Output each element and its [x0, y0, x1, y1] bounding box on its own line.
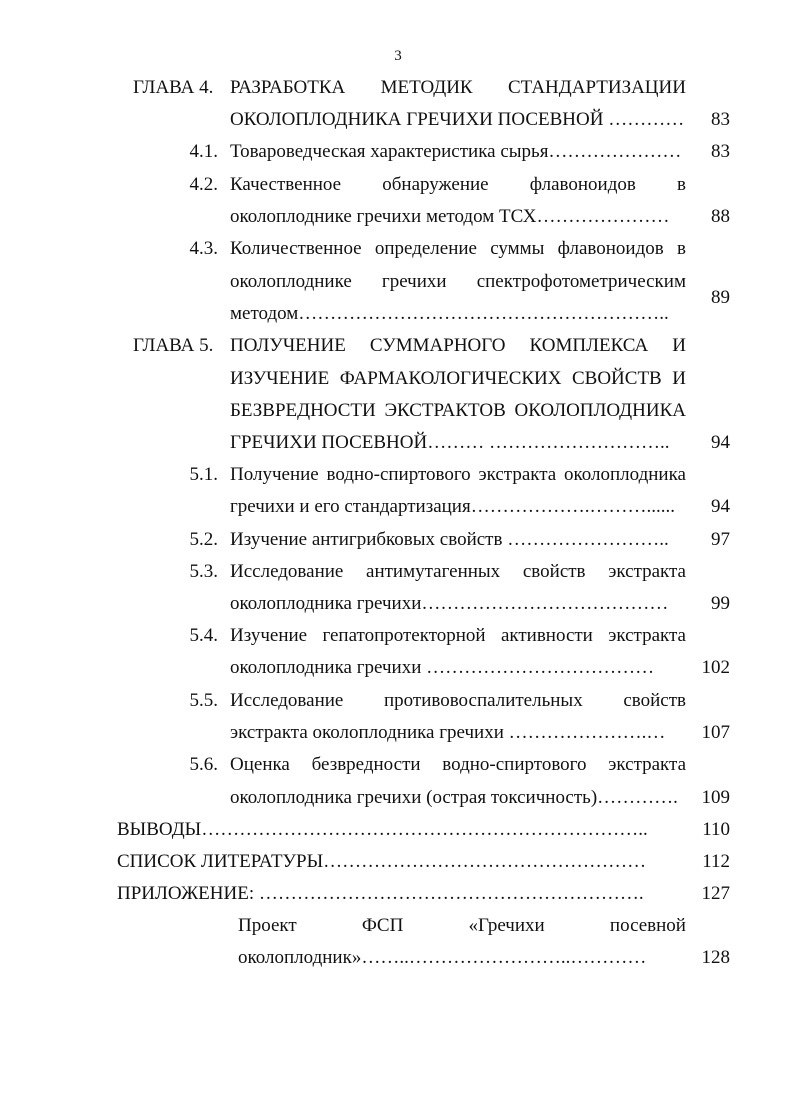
- word: «Гречихи: [468, 915, 545, 936]
- word: ОКОЛОПЛОДНИКА: [514, 400, 686, 421]
- appendix-item-title-line-2: околоплодник»……..……………………..…………: [238, 947, 647, 968]
- word: экстракта: [608, 625, 686, 646]
- word: СУММАРНОГО: [369, 335, 506, 356]
- word: Проект: [238, 915, 297, 936]
- word: в: [676, 238, 686, 259]
- word: экстракта: [478, 464, 557, 485]
- word: свойств: [623, 690, 686, 711]
- chapter-5-page: 94: [711, 432, 730, 453]
- chapter-5-label: ГЛАВА 5.: [133, 335, 214, 356]
- word: определение: [374, 238, 477, 259]
- word: суммы: [490, 238, 545, 259]
- section-5-2-number: 5.2.: [189, 529, 218, 550]
- chapter-5-title-line-2: [230, 367, 686, 391]
- section-5-1-number: 5.1.: [189, 464, 218, 485]
- word: в: [677, 174, 686, 195]
- word: Исследование: [230, 690, 344, 711]
- appendix-item-title-line-1: [238, 914, 686, 938]
- word: флавоноидов: [529, 174, 636, 195]
- word: водно-спиртового: [326, 464, 471, 485]
- section-4-2-title-line-2: околоплоднике гречихи методом ТСХ…………………: [230, 206, 670, 227]
- page-number: 3: [394, 48, 402, 64]
- section-5-1-title-line-2: гречихи и его стандартизация……………….………......: [230, 496, 675, 517]
- word: Изучение: [230, 625, 308, 646]
- section-5-5-page: 107: [701, 722, 730, 743]
- section-4-1-page: 83: [711, 141, 730, 162]
- word: околоплодника: [563, 464, 686, 485]
- section-5-3-title-line-1: [230, 560, 686, 584]
- section-5-1-title-line-1: [230, 463, 686, 487]
- word: водно-спиртового: [442, 754, 587, 775]
- word: гречихи: [381, 271, 447, 292]
- word: Оценка: [230, 754, 290, 775]
- word: экстракта: [608, 561, 686, 582]
- section-5-3-page: 99: [711, 593, 730, 614]
- word: РАЗРАБОТКА: [230, 77, 346, 98]
- word: противовоспалительных: [383, 690, 583, 711]
- word: И: [672, 335, 686, 356]
- section-5-5-title-line-2: экстракта околоплодника гречихи ………………….…: [230, 722, 666, 743]
- references-page: 112: [702, 851, 730, 872]
- section-5-5-title-line-1: [230, 689, 686, 713]
- section-5-6-page: 109: [701, 787, 730, 808]
- section-4-2-number: 4.2.: [189, 174, 218, 195]
- appendix-title: ПРИЛОЖЕНИЕ: …………………………………………………….: [117, 883, 644, 904]
- word: обнаружение: [382, 174, 489, 195]
- section-5-2-page: 97: [711, 529, 730, 550]
- section-5-4-number: 5.4.: [189, 625, 218, 646]
- word: ИЗУЧЕНИЕ: [230, 368, 330, 389]
- chapter-4-page: 83: [711, 109, 730, 130]
- word: Качественное: [230, 174, 342, 195]
- word: ПОЛУЧЕНИЕ: [230, 335, 346, 356]
- section-4-3-title-line-3: методом…………………………………………………..: [230, 303, 669, 324]
- section-5-4-title-line-2: околоплодника гречихи ………………………………: [230, 657, 655, 678]
- conclusions-title: ВЫВОДЫ……………………………………………………………..: [117, 819, 648, 840]
- word: флавоноидов: [557, 238, 664, 259]
- word: гепатопротекторной: [322, 625, 486, 646]
- section-4-3-title-line-2: [230, 270, 686, 294]
- chapter-4-title-line-1: [230, 76, 686, 100]
- chapter-5-title-line-1: [230, 334, 686, 358]
- word: Количественное: [230, 238, 362, 259]
- section-4-1-title: Товароведческая характеристика сырья…………………: [230, 141, 682, 162]
- word: КОМПЛЕКСА: [529, 335, 649, 356]
- word: ФАРМАКОЛОГИЧЕСКИХ: [339, 368, 562, 389]
- section-4-2-page: 88: [711, 206, 730, 227]
- section-4-3-page: 89: [711, 287, 730, 308]
- word: И: [672, 368, 686, 389]
- word: ФСП: [361, 915, 404, 936]
- section-5-6-title-line-2: околоплодника гречихи (острая токсичность)………….: [230, 787, 678, 808]
- word: Исследование: [230, 561, 344, 582]
- section-4-3-title-line-1: [230, 237, 686, 261]
- word: СТАНДАРТИЗАЦИИ: [507, 77, 686, 98]
- word: антимутагенных: [366, 561, 501, 582]
- section-5-6-title-line-1: [230, 753, 686, 777]
- chapter-5-title-line-4: ГРЕЧИХИ ПОСЕВНОЙ……… ………………………..: [230, 432, 670, 453]
- section-5-4-title-line-1: [230, 624, 686, 648]
- word: ЭКСТРАКТОВ: [384, 400, 506, 421]
- word: активности: [500, 625, 593, 646]
- section-4-1-number: 4.1.: [189, 141, 218, 162]
- section-5-3-title-line-2: околоплодника гречихи…………………………………: [230, 593, 669, 614]
- word: экстракта: [608, 754, 686, 775]
- section-5-1-page: 94: [711, 496, 730, 517]
- chapter-5-title-line-3: [230, 399, 686, 423]
- appendix-item-page: 128: [701, 947, 730, 968]
- section-5-5-number: 5.5.: [189, 690, 218, 711]
- chapter-4-title-line-2: ОКОЛОПЛОДНИКА ГРЕЧИХИ ПОСЕВНОЙ …………: [230, 109, 685, 130]
- references-title: СПИСОК ЛИТЕРАТУРЫ……………………………………………: [117, 851, 647, 872]
- word: свойств: [522, 561, 586, 582]
- word: Получение: [230, 464, 319, 485]
- word: спектрофотометрическим: [476, 271, 686, 292]
- word: безвредности: [311, 754, 421, 775]
- appendix-page: 127: [701, 883, 730, 904]
- chapter-4-label: ГЛАВА 4.: [133, 77, 214, 98]
- section-4-3-number: 4.3.: [189, 238, 218, 259]
- word: околоплоднике: [230, 271, 352, 292]
- section-5-3-number: 5.3.: [189, 561, 218, 582]
- section-4-2-title-line-1: [230, 173, 686, 197]
- section-5-4-page: 102: [701, 657, 730, 678]
- section-5-2-title: Изучение антигрибковых свойств ……………………..: [230, 529, 669, 550]
- word: СВОЙСТВ: [571, 368, 662, 389]
- section-5-6-number: 5.6.: [189, 754, 218, 775]
- word: МЕТОДИК: [380, 77, 473, 98]
- conclusions-page: 110: [702, 819, 730, 840]
- word: посевной: [609, 915, 686, 936]
- word: БЕЗВРЕДНОСТИ: [230, 400, 376, 421]
